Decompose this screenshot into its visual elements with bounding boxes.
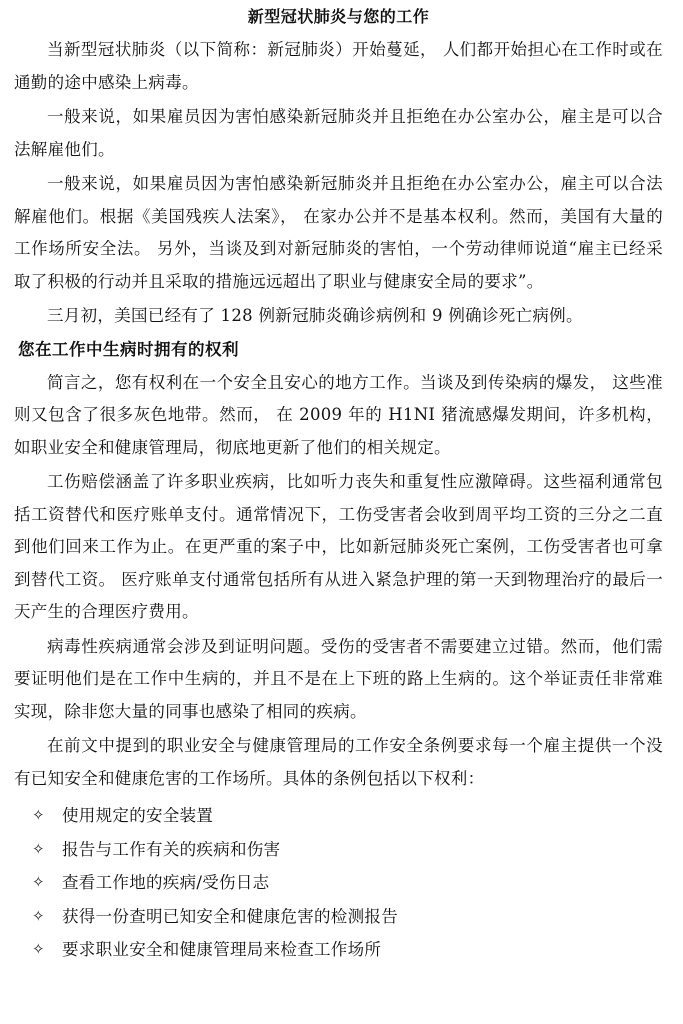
list-item	[32, 799, 663, 833]
list-item-text: 获得一份查明已知安全和健康危害的检测报告	[62, 906, 398, 926]
diamond-outline-icon: ✧	[32, 839, 45, 858]
list-item-text: 查看工作地的疾病/受伤日志	[62, 873, 270, 892]
list-item-text: 报告与工作有关的疾病和伤害	[62, 839, 281, 859]
list-item	[32, 833, 663, 867]
list-item	[32, 866, 663, 900]
intro-paragraph-1: 当新型冠状肺炎（以下简称：新冠肺炎）开始蔓延， 人们都开始担心在工作时或在通勤的途中感染上病毒。	[14, 40, 663, 92]
section-paragraph-3: 病毒性疾病通常会涉及到证明问题。受伤的受害者不需要建立过错。然而，他们需要证明他们是在工作中生病的，并且不是在上下班的路上生病的。这个举证责任非常难实现，除非您大量的同事也感染了相同的疾病。	[14, 636, 663, 721]
intro-paragraph-2: 一般来说，如果雇员因为害怕感染新冠肺炎并且拒绝在办公室办公，雇主是可以合法解雇他们。	[14, 107, 663, 159]
document-title: 新型冠状肺炎与您的工作	[247, 7, 430, 26]
intro-paragraph-4: 三月初，美国已经有了 128 例新冠肺炎确诊病例和 9 例确诊死亡病例。	[47, 306, 583, 325]
section-heading: 您在工作中生病时拥有的权利	[18, 339, 239, 359]
list-item-text: 使用规定的安全装置	[62, 806, 214, 825]
diamond-outline-icon: ✧	[32, 940, 45, 958]
rights-list	[14, 799, 663, 967]
intro-paragraph-3: 一般来说，如果雇员因为害怕感染新冠肺炎并且拒绝在办公室办公，雇主可以合法解雇他们。根据《美国残疾人法案》， 在家办公并不是基本权利。然而，美国有大量的工作场所安全法。 另外，当谈及到对新冠肺炎的害怕，一个劳动律师说道“雇主已经采取了积极的行动并且采取的措施远远超出了职业与健康安全局的要求”。	[14, 174, 663, 291]
list-item	[32, 933, 663, 967]
list-item	[32, 900, 663, 934]
diamond-outline-icon: ✧	[32, 806, 45, 824]
section-paragraph-4: 在前文中提到的职业安全与健康管理局的工作安全条例要求每一个雇主提供一个没有已知安全和健康危害的工作场所。具体的条例包括以下权利：	[14, 736, 663, 788]
section-paragraph-2: 工伤赔偿涵盖了许多职业疾病，比如听力丧失和重复性应激障碍。这些福利通常包括工资替代和医疗账单支付。通常情况下，工伤受害者会收到周平均工资的三分之二直到他们回来工作为止。在更严重的案子中，比如新冠肺炎死亡案例，工伤受害者也可拿到替代工资。 医疗账单支付通常包括所有从进入紧急护理的第一天到物理治疗的最后一天产生的合理医疗费用。	[14, 472, 663, 621]
list-item-text: 要求职业安全和健康管理局来检查工作场所	[62, 940, 382, 959]
section-paragraph-1: 简言之，您有权利在一个安全且安心的地方工作。当谈及到传染病的爆发， 这些准则又包含了很多灰色地带。然而， 在 2009 年的 H1NI 猪流感爆发期间，许多机构，如职业安全和健康管理局，彻底地更新了他们的相关规定。	[14, 372, 663, 457]
diamond-outline-icon: ✧	[32, 873, 45, 891]
diamond-outline-icon: ✧	[32, 906, 45, 925]
